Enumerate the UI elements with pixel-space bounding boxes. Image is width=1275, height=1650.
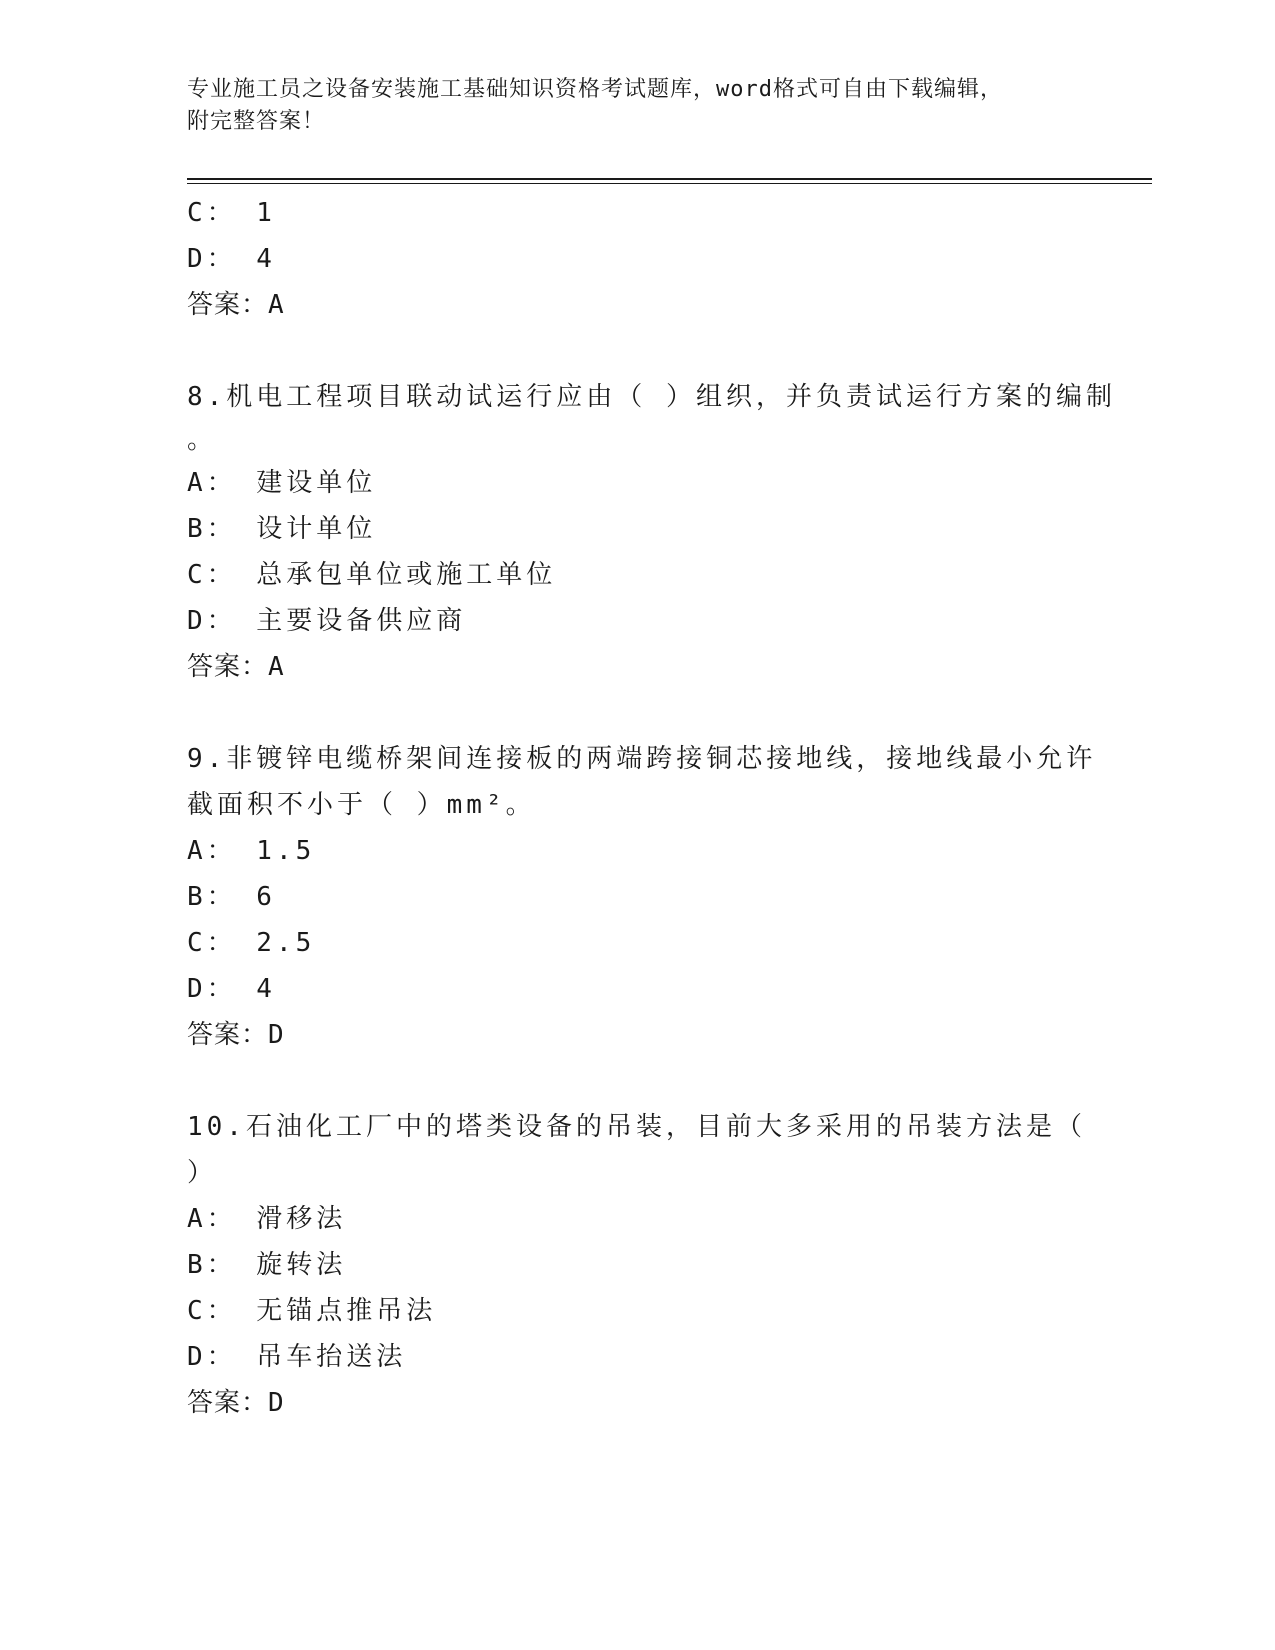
question-7 (187, 190, 1087, 328)
question-title-line: 9.非镀锌电缆桥架间连接板的两端跨接铜芯接地线，接地线最小允许 (187, 744, 1097, 774)
spacer (187, 690, 1087, 736)
option-a: A： 1.5 (187, 836, 316, 866)
spacer (187, 1058, 1087, 1104)
question-title-line: 8.机电工程项目联动试运行应由（ ）组织，并负责试运行方案的编制 (187, 382, 1116, 412)
question-10 (187, 1104, 1087, 1426)
option-c: C： 无锚点推吊法 (187, 1296, 437, 1326)
question-title-line: 10.石油化工厂中的塔类设备的吊装，目前大多采用的吊装方法是（ (187, 1112, 1086, 1142)
option-d: D： 4 (187, 244, 276, 274)
answer: 答案：A (187, 652, 285, 682)
header-line-2: 附完整答案！ (187, 109, 326, 134)
option-b: B： 旋转法 (187, 1250, 347, 1280)
option-d: D： 4 (187, 974, 276, 1004)
header-line-1: 专业施工员之设备安装施工基础知识资格考试题库，word格式可自由下载编辑， (187, 77, 1003, 102)
option-c: C： 1 (187, 198, 276, 228)
option-c: C： 总承包单位或施工单位 (187, 560, 557, 590)
option-b: B： 设计单位 (187, 514, 377, 544)
option-c: C： 2.5 (187, 928, 316, 958)
answer: 答案：D (187, 1388, 285, 1418)
option-a: A： 滑移法 (187, 1204, 347, 1234)
option-b: B： 6 (187, 882, 276, 912)
option-d: D： 吊车抬送法 (187, 1342, 407, 1372)
document-header (187, 74, 1067, 138)
header-divider-thin (187, 183, 1152, 184)
question-8 (187, 374, 1116, 690)
option-a: A： 建设单位 (187, 468, 377, 498)
question-title-line: ） (187, 1158, 218, 1188)
option-d: D： 主要设备供应商 (187, 606, 467, 636)
question-title-line: 。 (187, 425, 218, 455)
document-body (187, 190, 1116, 1426)
answer: 答案：A (187, 290, 285, 320)
header-divider-thick (187, 178, 1152, 180)
question-title-line: 截面积不小于（ ）mm²。 (187, 790, 536, 820)
answer: 答案：D (187, 1020, 285, 1050)
spacer (187, 328, 1087, 374)
question-9 (187, 736, 1097, 1058)
